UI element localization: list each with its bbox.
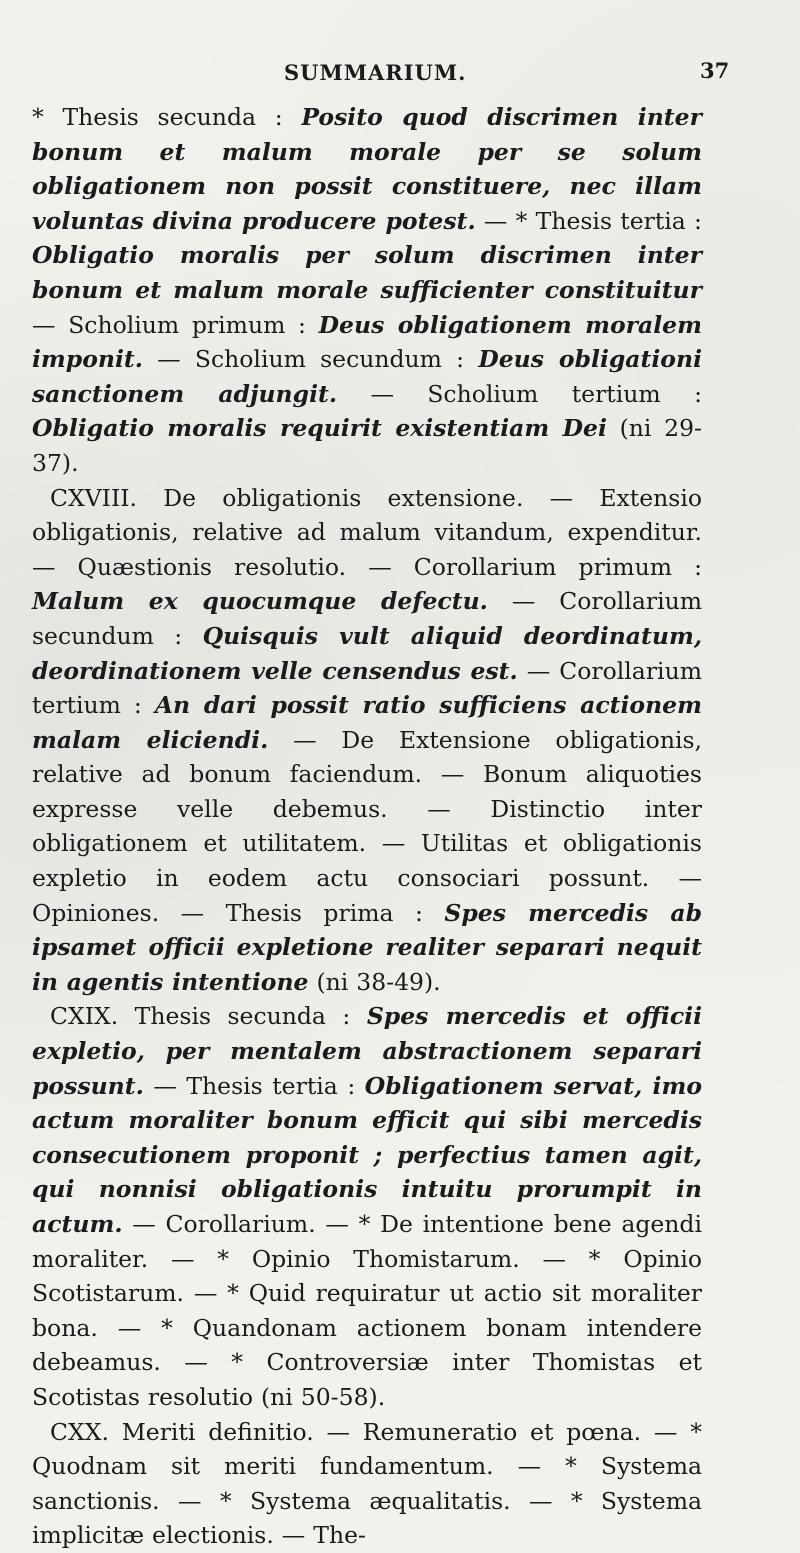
italic-run: Malum ex quocumque defectu. <box>32 587 488 616</box>
text-run: — Scholium tertium : <box>337 379 702 408</box>
text-run: — Corollarium tertium : <box>32 656 702 720</box>
text-run: — Thesis tertia : <box>143 1071 365 1100</box>
italic-run: Deus obligationi sanctionem adjungit. <box>32 345 702 408</box>
text-run: — Corollarium. — * De intentione bene agendi moraliter. — * Opinio Thomistarum. — * Opinio Scotistarum. — * Quid requiratur ut actio sit moraliter bona. — * Quandonam actionem bonam intendere debeamus. — * Controversiæ inter Thomistas et Scotistas resolutio (ni 50-58). <box>32 1210 702 1411</box>
paragraph <box>32 481 702 1000</box>
text-run: CXVIII. De obligationis extensione. — Extensio obligationis, relative ad malum vitandum, expenditur. — Quæstionis resolutio. — Corollarium primum : <box>32 483 702 581</box>
italic-run: Deus obligationem moralem imponit. <box>32 310 702 374</box>
text-run: — Scholium secundum : <box>142 345 479 374</box>
running-head: SUMMARIUM. <box>284 60 467 85</box>
text-run: — * Thesis tertia : <box>475 206 702 235</box>
body-text <box>32 100 702 1553</box>
text-run: CXX. Meriti definitio. — Remuneratio et pœna. — * Quodnam sit meriti fundamentum. — * Systema sanctionis. — * Systema æqualitatis. — * Systema implicitæ electionis. — The- <box>32 1417 702 1550</box>
paragraph <box>32 1415 702 1553</box>
text-run: (ni 38-49). <box>308 967 441 996</box>
italic-run: Obligatio moralis requirit existentiam Dei <box>32 414 607 443</box>
paragraph <box>32 999 702 1414</box>
italic-run: Obligatio moralis per solum discrimen inter bonum et malum morale sufficienter constituitur <box>32 241 702 304</box>
italic-run: An dari possit ratio sufficiens actionem malam eliciendi. <box>32 691 703 754</box>
italic-run: Obligationem servat, imo actum moraliter bonum efficit qui sibi mercedis consecutionem proponit ; perfectius tamen agit, qui nonnisi obligationis intuitu prorumpit in actum. <box>32 1071 702 1238</box>
text-run: CXIX. Thesis secunda : <box>50 1002 367 1031</box>
page-number: 37 <box>700 58 730 83</box>
page-header <box>32 0 730 100</box>
italic-run: Quisquis vult aliquid deordinatum, deordinationem velle censendus est. <box>32 621 702 685</box>
text-run: * Thesis secunda : <box>32 103 302 131</box>
italic-run: Posito quod discrimen inter bonum et malum morale per se solum obligationem non possit constituere, nec illam voluntas divina producere potest. <box>32 103 702 235</box>
text-run: — De Extensione obligationis, relative ad bonum faciendum. — Bonum aliquoties expresse velle debemus. — Distinctio inter obligationem et utilitatem. — Utilitas et obligationis expletio in eodem actu consociari possunt. — Opiniones. — Thesis prima : <box>32 725 702 927</box>
italic-run: Spes mercedis et officii expletio, per mentalem abstractionem separari possunt. <box>32 1002 703 1100</box>
paragraph <box>32 100 702 481</box>
text-run: (ni 29-37). <box>32 414 702 477</box>
text-run: — Scholium primum : <box>32 310 319 339</box>
text-run: — Corollarium secundum : <box>32 587 702 650</box>
italic-run: Spes mercedis ab ipsamet officii expletione realiter separari nequit in agentis intentione <box>32 898 702 996</box>
